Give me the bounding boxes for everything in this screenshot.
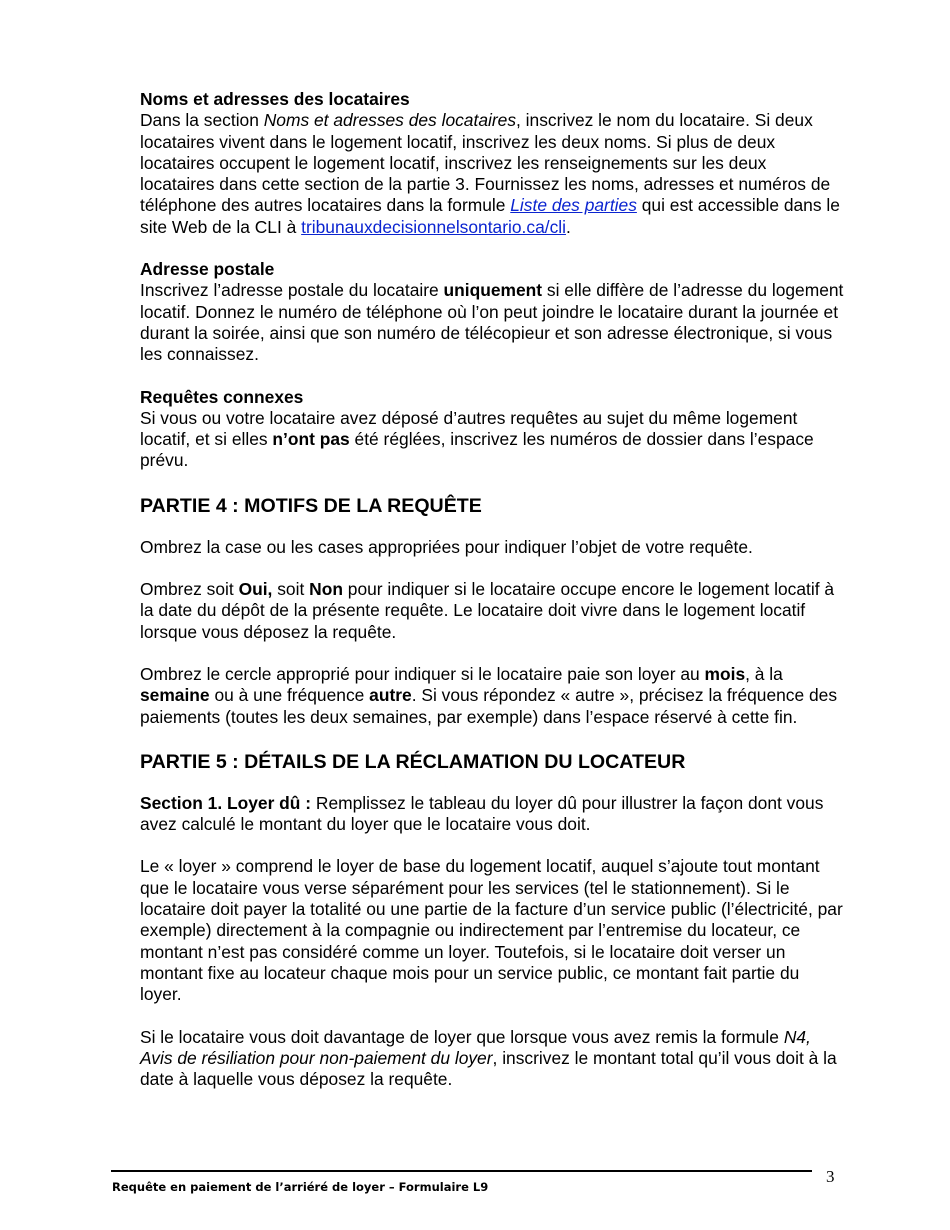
section-title: Adresse postale [140, 259, 275, 280]
text-run: pour indiquer si le locataire occupe encore le logement locatif à la date du dépôt de la présente requête. Le locataire doit vivre dans le logement locatif lorsque vous déposez la requête. [140, 579, 835, 642]
partie-5-heading: PARTIE 5 : DÉTAILS DE LA RÉCLAMATION DU LOCATEUR [140, 750, 686, 773]
text-run: Dans la section [140, 110, 264, 131]
partie-4-heading: PARTIE 4 : MOTIFS DE LA REQUÊTE [140, 494, 482, 517]
bold-run: Non [309, 579, 343, 600]
partie-4-paragraph: Ombrez la case ou les cases appropriées pour indiquer l’objet de votre requête. [140, 536, 753, 557]
text-run: si elle diffère de l’adresse du logement locatif. Donnez le numéro de téléphone où l’on peut joindre le locataire durant la journée et durant la soirée, ainsi que son numéro de télécopieur et son adresse électronique, si vous les connaissez. [140, 280, 844, 365]
footer-title: Requête en paiement de l’arriéré de loyer – Formulaire L9 [112, 1180, 489, 1194]
page-content [140, 89, 845, 1111]
text-run: Si vous ou votre locataire avez déposé d’autres requêtes au sujet du même logement locatif, et si elles [140, 407, 798, 450]
bold-run: semaine [140, 685, 210, 706]
section-body [140, 408, 845, 472]
text-run: . [566, 216, 571, 237]
bold-run: mois [704, 663, 746, 684]
partie-5-paragraph [140, 793, 845, 836]
section-adresse-postale [140, 259, 845, 365]
section-title: Requêtes connexes [140, 386, 304, 407]
section-body [140, 110, 845, 238]
partie-4-paragraph [140, 579, 845, 643]
text-run: , à la [745, 663, 783, 684]
bold-run: Section 1. Loyer dû : [140, 792, 312, 813]
text-run: Si le locataire vous doit davantage de loyer que lorsque vous avez remis la formule [140, 1026, 784, 1047]
bold-run: uniquement [443, 280, 543, 301]
partie-4-paragraph [140, 664, 845, 728]
text-run: Ombrez le cercle approprié pour indiquer si le locataire paie son loyer au [140, 663, 705, 684]
section-noms-adresses [140, 89, 845, 238]
italic-run: Noms et adresses des locataires [263, 110, 517, 131]
text-run: soit [272, 579, 310, 600]
text-run: été réglées, inscrivez les numéros de dossier dans l’espace prévu. [140, 429, 814, 471]
text-run: , inscrivez le nom du locataire. Si deux locataires vivent dans le logement locatif, inscrivez les deux noms. Si plus de deux locataires occupent le logement locatif, inscrivez les renseignements sur les deux locataires dans cette section de la partie 3. Fournissez les noms, adresses et numéros de téléphone des autres locataires dans la formule [140, 110, 831, 216]
partie-5-paragraph [140, 1027, 845, 1091]
italic-run: N4, Avis de résiliation pour non-paiement du loyer [140, 1026, 811, 1068]
text-run: ou à une fréquence [209, 685, 370, 706]
bold-run: Oui, [238, 579, 273, 600]
partie-5-paragraph: Le « loyer » comprend le loyer de base du logement locatif, auquel s’ajoute tout montant que le locataire vous verse séparément pour les services (tel le stationnement). Si le locataire doit payer la totalité ou une partie de la facture d’un service public (l’électricité, par exemple) directement à la compagnie ou indirectement par l’entremise du locateur, ce montant n’est pas considéré comme un loyer. Toutefois, si le locataire doit verser un montant fixe au locateur chaque mois pour un service public, ce montant fait partie du loyer. [140, 856, 843, 1005]
text-run: , inscrivez le montant total qu’il vous doit à la date à laquelle vous déposez la requête. [140, 1047, 837, 1090]
bold-run: autre [369, 685, 412, 706]
page-number: 3 [826, 1167, 835, 1186]
bold-run: n’ont pas [272, 429, 350, 450]
section-requetes-connexes [140, 387, 845, 472]
text-run: qui est accessible dans le site Web de la CLI à [140, 195, 840, 237]
section-body [140, 280, 845, 365]
text-run: Ombrez soit [140, 579, 239, 600]
text-run: . Si vous répondez « autre », précisez la fréquence des paiements (toutes les deux semaines, par exemple) dans l’espace réservé à cette fin. [140, 685, 838, 727]
cli-website-link[interactable]: tribunauxdecisionnelsontario.ca/cli [301, 216, 567, 237]
liste-des-parties-link[interactable]: Liste des parties [510, 195, 637, 216]
footer-divider [111, 1170, 812, 1172]
text-run: Remplissez le tableau du loyer dû pour illustrer la façon dont vous avez calculé le montant du loyer que le locataire vous doit. [140, 792, 824, 835]
text-run: Inscrivez l’adresse postale du locataire [140, 280, 444, 301]
section-title: Noms et adresses des locataires [140, 89, 410, 109]
